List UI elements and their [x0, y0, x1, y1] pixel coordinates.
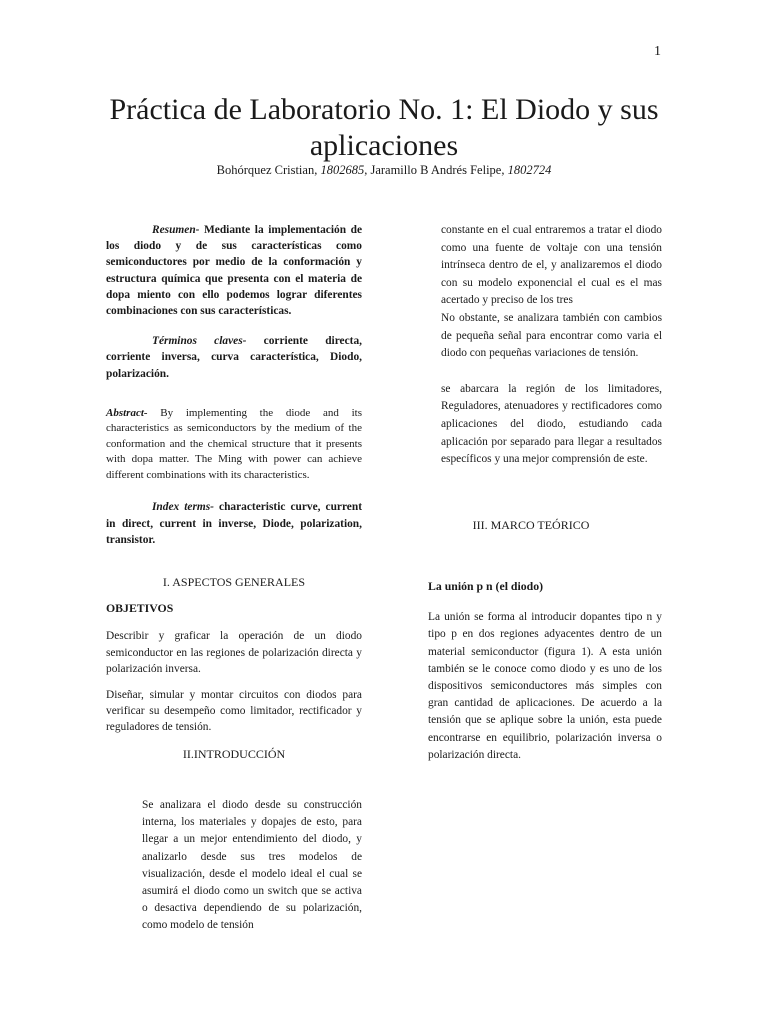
author-1-id: 1802685	[320, 163, 365, 177]
right-column-bottom	[428, 578, 662, 764]
intro-paragraph: Se analizara el diodo desde su construcción interna, los materiales y dopajes de esto, para llegar a un mejor entendimiento del diodo, y analizarlo desde sus tres modelos de visualización, desde el modelo ideal el cual se asumirá el diodo como un switch que se activa o desactiva dependiendo de su polarización, como modelo de tensión	[142, 799, 362, 932]
right-column-top	[441, 222, 662, 469]
section-heading-marco: III. MARCO TEÓRICO	[472, 518, 590, 532]
terminos-paragraph	[106, 333, 362, 382]
resumen-paragraph	[106, 222, 362, 319]
abstract-paragraph	[106, 406, 362, 484]
objetivos-paragraph-1: Describir y graficar la operación de un diodo semiconductor en las regiones de polarización directa y polarización inversa.	[106, 630, 362, 675]
section-heading-aspectos: I. ASPECTOS GENERALES	[162, 574, 306, 589]
paper-title: Práctica de Laboratorio No. 1: El Diodo y sus aplicaciones	[109, 93, 659, 162]
terminos-label: Términos claves-	[152, 335, 247, 348]
right-paragraph-1: constante en el cual entraremos a tratar el diodo como una fuente de voltaje con una tensión intrínseca dentro de el, y analizaremos el diodo con su modelo exponencial el cual es el mas acertado y preciso de los tres	[441, 224, 662, 307]
author-2-id: 1802724	[507, 163, 552, 177]
left-column	[106, 222, 362, 762]
objetivos-heading: OBJETIVOS	[106, 601, 174, 616]
author-2-name: , Jaramillo B Andrés Felipe,	[364, 163, 508, 177]
index-label: Index terms-	[152, 501, 214, 514]
page-number: 1	[654, 44, 661, 59]
intro-block	[142, 797, 362, 935]
abstract-text: By implementing the diode and its characteristics as semiconductors by the medium of the conformation and the chemical structure that it presents with dopa matter. The Ming with power can achieve different combinations with its characteristics.	[106, 406, 362, 481]
author-line	[60, 163, 708, 178]
resumen-text: Mediante la implementación de los diodo y de sus características como semiconductores por medio de la conformación y estructura química que presenta con el materia de dopa miento con ello podemos lograr diferentes combinaciones con sus características.	[106, 224, 362, 318]
marco-heading-block	[400, 517, 662, 533]
index-text: characteristic curve, current in direct, current in inverse, Diode, polarization, transistor.	[106, 501, 362, 546]
section-heading-introduccion: II.INTRODUCCIÓN	[182, 746, 286, 761]
abstract-label: Abstract-	[106, 406, 148, 419]
union-heading: La unión p n (el diodo)	[428, 579, 544, 593]
objetivos-paragraph-2: Diseñar, simular y montar circuitos con diodos para verificar su desempeño como limitador, rectificador y reguladores de tensión.	[106, 688, 362, 734]
union-paragraph: La unión se forma al introducir dopantes tipo n y tipo p en dos regiones adyacentes dentro de un material semiconductor (figura 1). A esta unión también se le conoce como diodo y es uno de los dispositivos semiconductores más simples con gran cantidad de aplicaciones. De acuerdo a la tensión que se aplique sobre la unión, esta puede encontrarse en equilibrio, polarización inversa o polarización directa.	[428, 611, 662, 761]
resumen-label: Resumen-	[152, 224, 200, 236]
terminos-text: corriente directa, corriente inversa, curva característica, Diodo, polarización.	[106, 335, 362, 380]
index-paragraph	[106, 499, 362, 548]
author-1-name: Bohórquez Cristian,	[216, 163, 321, 177]
right-paragraph-3: se abarcara la región de los limitadores, Reguladores, atenuadores y rectificadores como aplicaciones del diodo, estudiando cada aplicación por separado para llegar a resultados específicos y una mejor comprensión de este.	[441, 382, 662, 466]
right-paragraph-2: No obstante, se analizara también con cambios de pequeña señal para encontrar como varia el diodo con pequeñas variaciones de tensión.	[441, 311, 662, 360]
